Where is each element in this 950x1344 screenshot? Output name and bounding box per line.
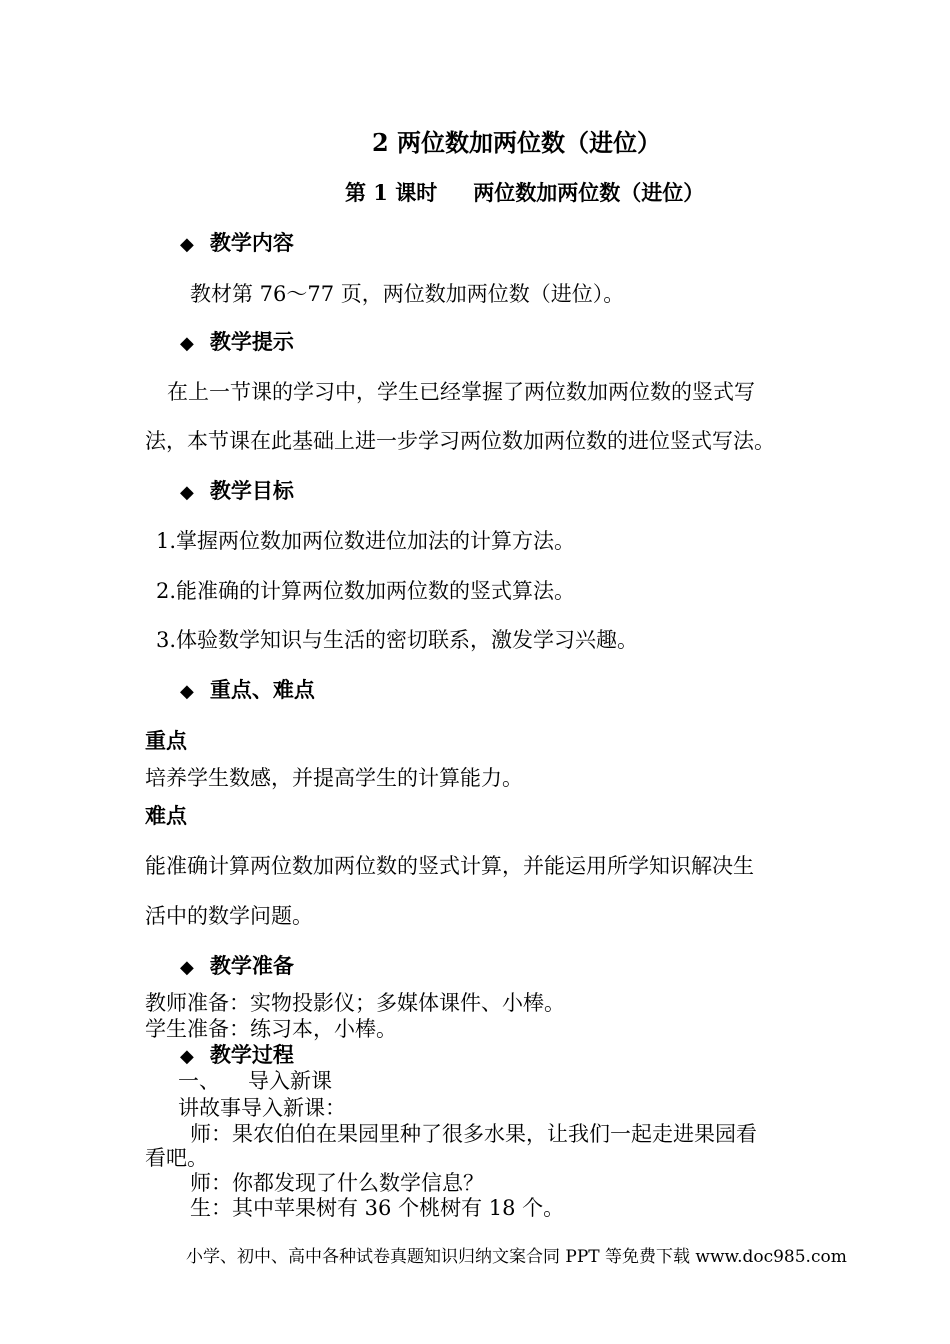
diamond-bullet-icon: ◆ [180, 234, 194, 255]
process-intro: 讲故事导入新课： [178, 1096, 346, 1120]
diamond-bullet-icon: ◆ [180, 1046, 194, 1067]
key-point-label: 重点 [145, 728, 187, 753]
difficulty-line-1: 能准确计算两位数加两位数的竖式计算，并能运用所学知识解决生 [145, 854, 754, 878]
dialogue-line-4: 生：其中苹果树有 36 个桃树有 18 个。 [190, 1196, 565, 1220]
student-preparation: 学生准备：练习本，小棒。 [145, 1017, 397, 1041]
dialogue-line-1: 师：果农伯伯在果园里种了很多水果，让我们一起走进果园看 [190, 1122, 757, 1146]
diamond-bullet-icon: ◆ [180, 681, 194, 702]
step-title: 导入新课 [248, 1069, 332, 1093]
step-number: 一、 [178, 1069, 220, 1093]
difficulty-line-2: 活中的数学问题。 [145, 904, 313, 928]
section-heading-process: ◆ 教学过程 [180, 1042, 294, 1070]
hints-line-2: 法，本节课在此基础上进一步学习两位数加两位数的进位竖式写法。 [145, 429, 775, 453]
teacher-preparation: 教师准备：实物投影仪；多媒体课件、小棒。 [145, 991, 565, 1015]
goal-item-3: 3.体验数学知识与生活的密切联系，激发学习兴趣。 [156, 628, 639, 652]
hints-line-1: 在上一节课的学习中，学生已经掌握了两位数加两位数的竖式写 [167, 380, 755, 404]
lesson-topic: 两位数加两位数（进位） [473, 180, 705, 205]
lesson-number: 第 1 课时 [345, 180, 438, 205]
document-title: 2 两位数加两位数（进位） [372, 128, 662, 157]
dialogue-line-3: 师：你都发现了什么数学信息？ [190, 1171, 484, 1195]
goal-item-1: 1.掌握两位数加两位数进位加法的计算方法。 [156, 529, 576, 553]
process-step-1 [178, 1068, 332, 1094]
content-text: 教材第 76～77 页，两位数加两位数（进位）。 [190, 282, 625, 306]
page-footer: 小学、初中、高中各种试卷真题知识归纳文案合同 PPT 等免费下载 www.doc985.com [186, 1247, 847, 1267]
difficulty-label: 难点 [145, 803, 187, 828]
section-heading-key-points: ◆ 重点、难点 [180, 677, 315, 705]
diamond-bullet-icon: ◆ [180, 482, 194, 503]
key-point-text: 培养学生数感，并提高学生的计算能力。 [145, 766, 523, 790]
dialogue-line-2: 看吧。 [145, 1146, 208, 1170]
section-heading-content: ◆ 教学内容 [180, 230, 294, 258]
goal-item-2: 2.能准确的计算两位数加两位数的竖式算法。 [156, 579, 576, 603]
diamond-bullet-icon: ◆ [180, 333, 194, 354]
lesson-subtitle [345, 180, 704, 206]
section-heading-goals: ◆ 教学目标 [180, 478, 294, 506]
section-heading-hints: ◆ 教学提示 [180, 329, 294, 357]
diamond-bullet-icon: ◆ [180, 957, 194, 978]
section-heading-preparation: ◆ 教学准备 [180, 953, 294, 981]
